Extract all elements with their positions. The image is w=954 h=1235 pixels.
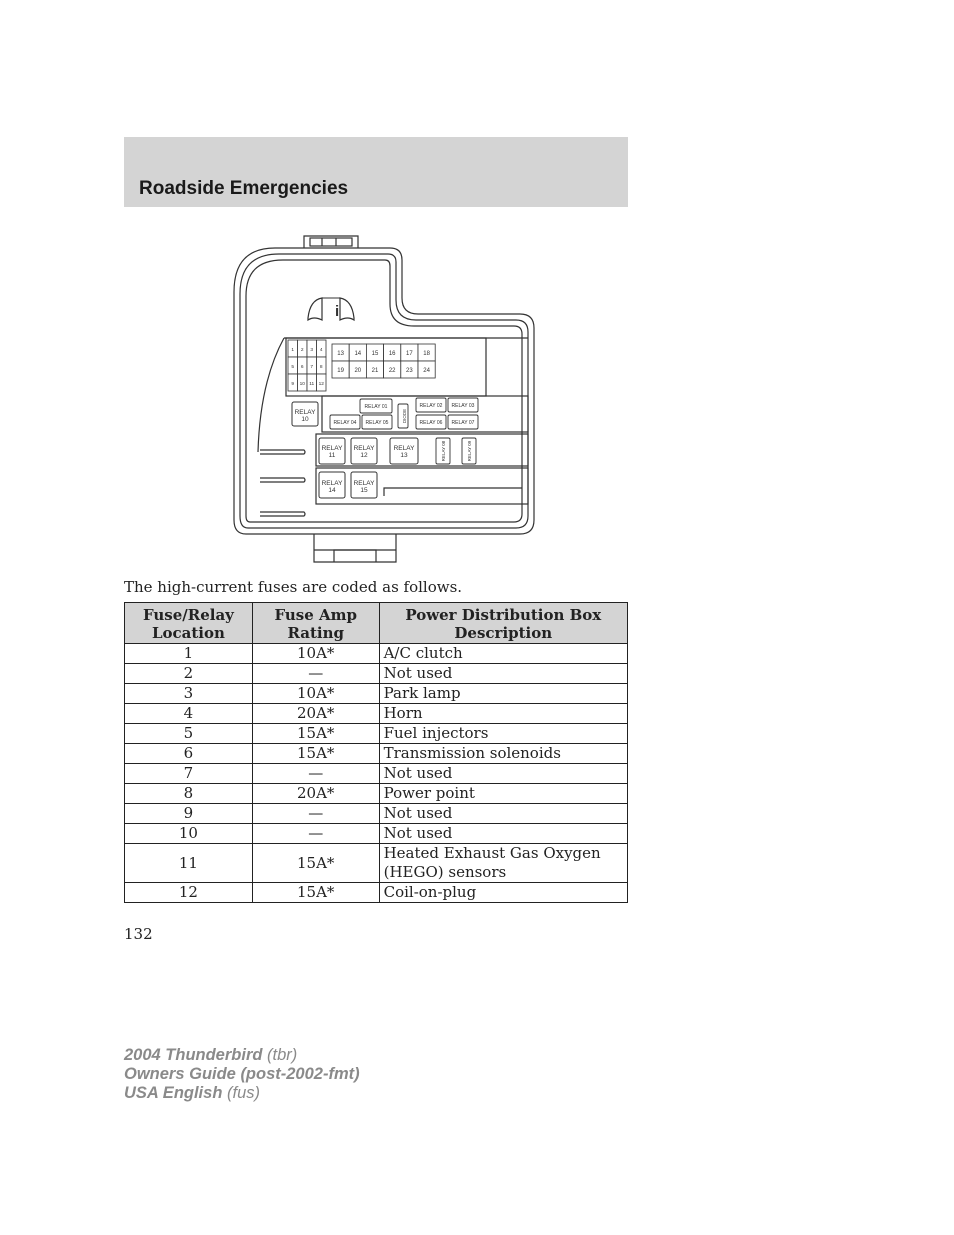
relay-08 [436,438,450,464]
svg-text:RELAY: RELAY [353,480,375,487]
table-row [125,664,628,684]
fuse-slot [307,374,317,391]
small-fuse-grid [288,340,326,391]
cell-location: 11 [125,844,253,883]
document-footer [124,1046,360,1103]
relay-13 [390,438,418,464]
svg-text:7: 7 [310,365,314,370]
svg-text:RELAY 08: RELAY 08 [441,440,446,462]
cell-location: 10 [125,824,253,844]
cell-rating: — [252,804,379,824]
svg-text:21: 21 [371,368,379,374]
svg-text:RELAY 06: RELAY 06 [419,420,443,426]
svg-text:13: 13 [337,351,344,357]
cell-description: Fuel injectors [379,724,627,744]
relay-01 [360,399,392,413]
fuse-slot [384,361,401,378]
cell-rating: 20A* [252,784,379,804]
svg-text:RELAY 03: RELAY 03 [451,403,475,409]
svg-text:11: 11 [309,382,315,387]
svg-text:12: 12 [318,382,324,387]
column-header-location: Fuse/Relay Location [125,603,253,644]
cell-description: Park lamp [379,684,627,704]
relay-05 [362,415,392,429]
relay-04 [330,415,360,429]
table-row [125,824,628,844]
fuse-slot [401,361,418,378]
fuse-slot [317,357,327,374]
svg-text:19: 19 [337,368,344,374]
svg-text:2: 2 [300,348,304,353]
table-row [125,764,628,784]
fuse-table [124,602,628,903]
fuse-slot [288,374,298,391]
fuse-slot [307,340,317,357]
cell-description: Heated Exhaust Gas Oxygen (HEGO) sensors [379,844,627,883]
svg-text:i: i [335,303,340,320]
fuse-slot [298,340,308,357]
cell-description: Horn [379,704,627,724]
cell-rating: 20A* [252,704,379,724]
relay-07 [448,415,478,429]
cell-rating: 15A* [252,724,379,744]
svg-text:DIODE: DIODE [402,408,407,424]
relay-12 [351,438,377,464]
cell-rating: — [252,664,379,684]
cell-location: 7 [125,764,253,784]
section-title: Roadside Emergencies [139,178,349,199]
svg-text:10: 10 [301,416,309,423]
svg-text:23: 23 [406,368,413,374]
cell-rating: 15A* [252,883,379,903]
svg-text:RELAY: RELAY [393,445,415,452]
relay-15 [351,472,377,498]
svg-text:22: 22 [388,368,396,374]
column-header-description: Power Distribution Box Description [379,603,627,644]
cell-description: A/C clutch [379,644,627,664]
svg-text:20: 20 [354,368,362,374]
cell-location: 2 [125,664,253,684]
cell-description: Transmission solenoids [379,744,627,764]
table-header-row [125,603,628,644]
fuse-slot [349,344,366,361]
large-fuse-grid [332,344,435,378]
cell-location: 12 [125,883,253,903]
svg-text:5: 5 [291,365,295,370]
relay-06 [416,415,446,429]
relay-14 [319,472,345,498]
relay-10 [292,402,318,426]
fuse-slot [366,361,383,378]
cell-location: 9 [125,804,253,824]
fuse-slot [317,374,327,391]
table-row [125,844,628,883]
fuse-slot [317,340,327,357]
table-row [125,704,628,724]
cell-rating: 15A* [252,844,379,883]
table-row [125,724,628,744]
svg-text:RELAY 01: RELAY 01 [364,404,388,410]
svg-text:RELAY: RELAY [294,409,316,416]
cell-location: 8 [125,784,253,804]
cell-location: 3 [125,684,253,704]
footer-line-3: USA English (fus) [124,1084,260,1102]
cell-rating: — [252,764,379,784]
svg-text:RELAY 05: RELAY 05 [365,420,389,426]
table-row [125,744,628,764]
cell-rating: 15A* [252,744,379,764]
relay-02 [416,398,446,412]
cell-description: Not used [379,764,627,784]
svg-text:15: 15 [371,351,379,357]
svg-text:8: 8 [319,365,323,370]
svg-text:RELAY 04: RELAY 04 [333,420,357,426]
fuse-slot [384,344,401,361]
cell-rating: — [252,824,379,844]
svg-text:RELAY 09: RELAY 09 [467,440,472,462]
table-row [125,684,628,704]
intro-text: The high-current fuses are coded as follows. [124,578,463,596]
svg-text:24: 24 [423,368,430,374]
cell-description: Power point [379,784,627,804]
fuse-slot [366,344,383,361]
fuse-slot [401,344,418,361]
svg-text:15: 15 [360,487,368,494]
svg-text:RELAY 02: RELAY 02 [419,403,443,409]
fuse-slot [288,340,298,357]
fuse-slot [418,361,435,378]
cell-location: 4 [125,704,253,724]
svg-text:1: 1 [291,348,295,353]
svg-text:RELAY: RELAY [353,445,375,452]
fuse-slot [298,357,308,374]
fuse-slot [288,357,298,374]
table-row [125,804,628,824]
table-row [125,644,628,664]
svg-text:11: 11 [328,452,336,459]
cell-location: 1 [125,644,253,664]
fuse-slot [332,361,349,378]
table-row [125,784,628,804]
cell-description: Not used [379,824,627,844]
svg-text:14: 14 [354,351,362,357]
page-number: 132 [124,925,153,943]
section-header [124,137,628,207]
svg-text:RELAY: RELAY [321,480,343,487]
diode [398,404,408,428]
svg-text:RELAY: RELAY [321,445,343,452]
relay-11 [319,438,345,464]
svg-text:10: 10 [299,382,305,387]
fuse-slot [332,344,349,361]
svg-text:17: 17 [406,351,413,357]
cell-description: Not used [379,664,627,684]
fuse-slot [418,344,435,361]
cell-rating: 10A* [252,684,379,704]
fuse-slot [298,374,308,391]
svg-text:12: 12 [360,452,368,459]
cell-description: Coil-on-plug [379,883,627,903]
cell-description: Not used [379,804,627,824]
fuse-slot [307,357,317,374]
svg-text:9: 9 [291,382,295,387]
svg-text:14: 14 [328,487,336,494]
svg-text:3: 3 [310,348,314,353]
fuse-box-diagram [230,232,540,568]
cell-rating: 10A* [252,644,379,664]
svg-text:13: 13 [400,452,408,459]
svg-text:6: 6 [300,365,304,370]
footer-line-1: 2004 Thunderbird (tbr) [124,1046,298,1064]
svg-text:18: 18 [423,351,430,357]
table-row [125,883,628,903]
manual-info-icon [308,298,354,320]
cell-location: 6 [125,744,253,764]
svg-text:16: 16 [388,351,396,357]
column-header-rating: Fuse Amp Rating [252,603,379,644]
footer-line-2: Owners Guide (post-2002-fmt) [124,1065,360,1083]
fuse-slot [349,361,366,378]
svg-text:4: 4 [319,348,323,353]
relay-09 [462,438,476,464]
relay-03 [448,398,478,412]
cell-location: 5 [125,724,253,744]
svg-text:RELAY 07: RELAY 07 [451,420,475,426]
